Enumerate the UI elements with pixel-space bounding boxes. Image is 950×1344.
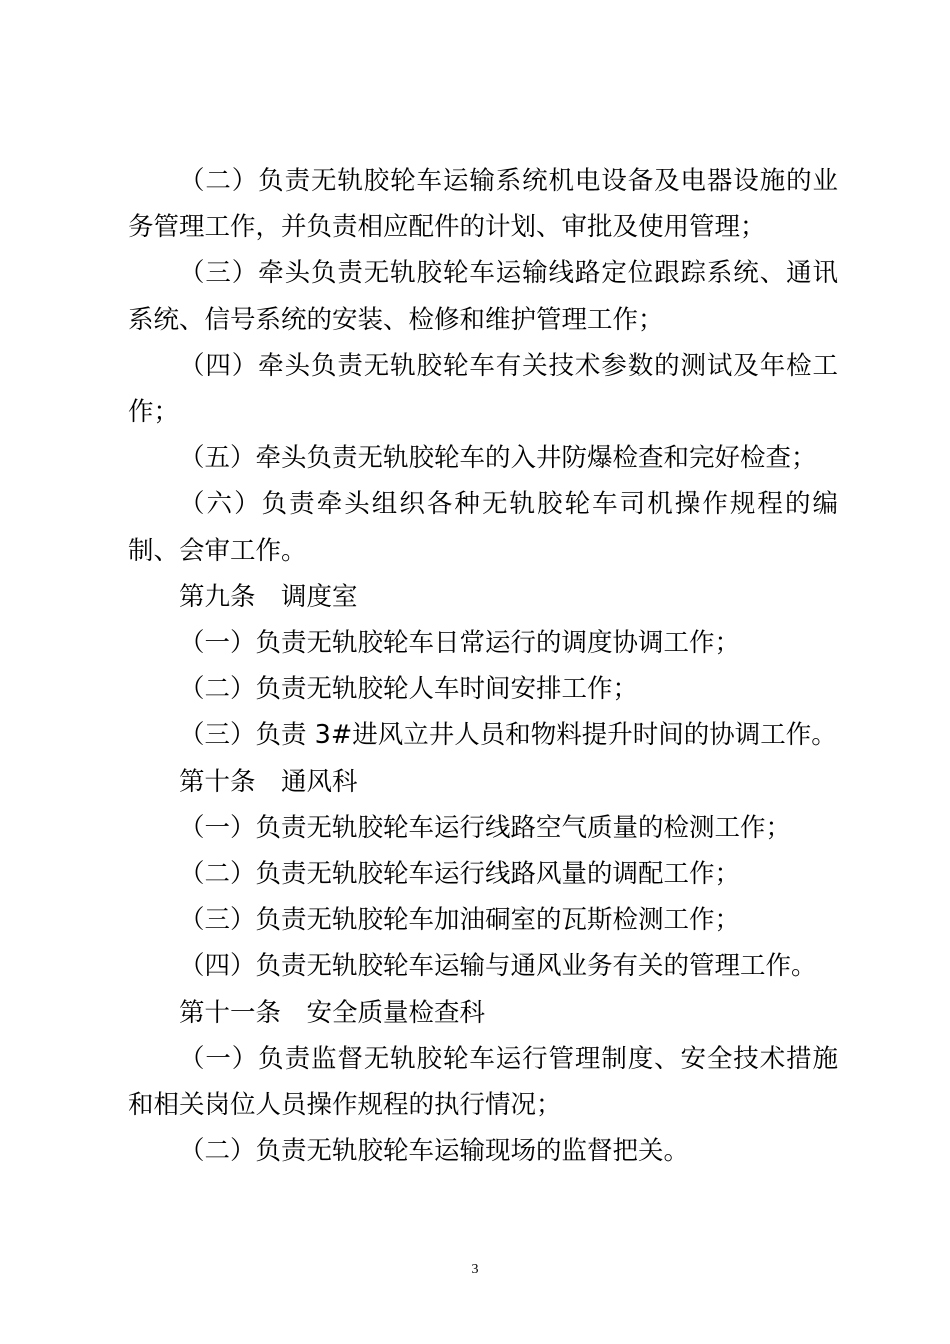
- article-11-heading: 第十一条 安全质量检查科: [179, 997, 486, 1028]
- paragraph-air-quality: （一）负责无轨胶轮车运行线路空气质量的检测工作；: [179, 812, 792, 843]
- paragraph-shaft-hoisting: （三）负责 3#进风立井人员和物料提升时间的协调工作。: [179, 720, 837, 751]
- document-body: [128, 158, 838, 1174]
- paragraph-operating-procedures: （六）负责牵头组织各种无轨胶轮车司机操作规程的编制、会审工作。: [128, 489, 838, 566]
- paragraph-airflow-allocation: （二）负责无轨胶轮车运行线路风量的调配工作；: [179, 859, 741, 890]
- paragraph-supervision-rules: （一）负责监督无轨胶轮车运行管理制度、安全技术措施和相关岗位人员操作规程的执行情况；: [128, 1043, 838, 1121]
- paragraph-ventilation-management: （四）负责无轨胶轮车运输与通风业务有关的管理工作。: [179, 951, 817, 982]
- paragraph-personnel-vehicle-schedule: （二）负责无轨胶轮人车时间安排工作；: [179, 674, 639, 705]
- paragraph-site-supervision: （二）负责无轨胶轮车运输现场的监督把关。: [179, 1136, 690, 1167]
- paragraph-tracking-system: （三）牵头负责无轨胶轮车运输线路定位跟踪系统、通讯系统、信号系统的安装、检修和维护管理工作；: [128, 258, 838, 335]
- article-10-heading: 第十条 通风科: [179, 766, 358, 797]
- page-number: 3: [471, 1262, 479, 1277]
- paragraph-mech-elec-management: （二）负责无轨胶轮车运输系统机电设备及电器设施的业务管理工作，并负责相应配件的计划、审批及使用管理；: [128, 166, 838, 243]
- paragraph-parameter-testing: （四）牵头负责无轨胶轮车有关技术参数的测试及年检工作；: [128, 350, 838, 428]
- paragraph-gas-detection: （三）负责无轨胶轮车加油硐室的瓦斯检测工作；: [179, 905, 741, 936]
- paragraph-dispatch-coordination: （一）负责无轨胶轮车日常运行的调度协调工作；: [179, 628, 741, 659]
- article-9-heading: 第九条 调度室: [179, 581, 358, 612]
- paragraph-explosion-proof-check: （五）牵头负责无轨胶轮车的入井防爆检查和完好检查；: [179, 443, 817, 474]
